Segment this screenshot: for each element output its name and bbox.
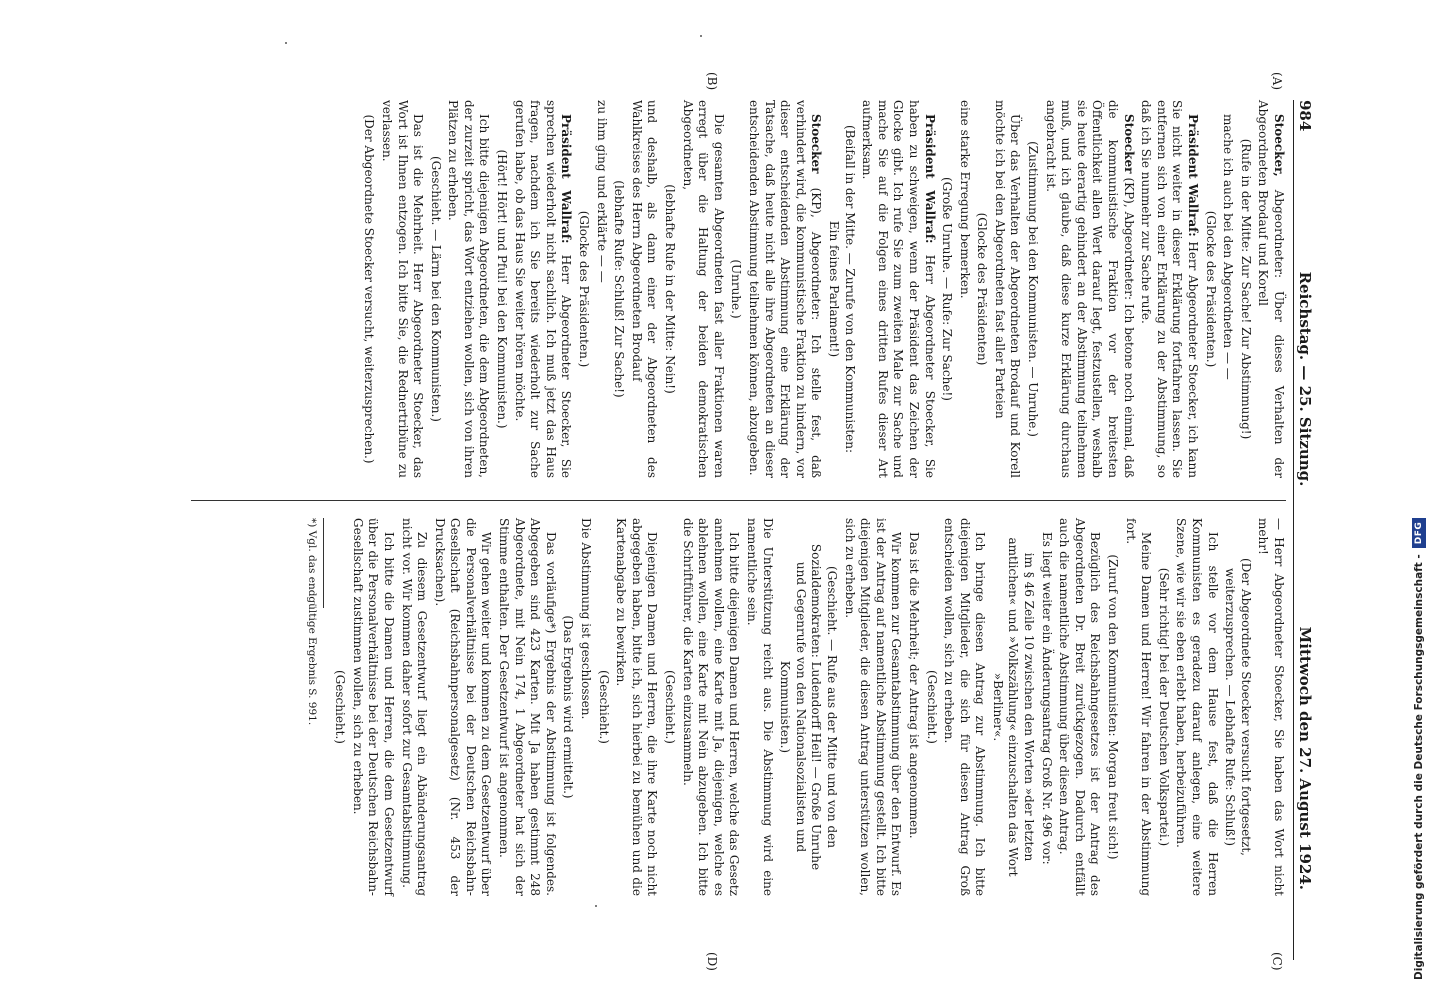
paragraph xyxy=(398,518,429,896)
paragraph xyxy=(1220,100,1236,478)
speaker-role: (KP), Abgeordneter: xyxy=(809,187,824,321)
scan-speck xyxy=(285,42,287,44)
paragraph xyxy=(628,100,659,478)
interjection: (Geschieht.) xyxy=(663,670,678,744)
paragraph xyxy=(445,100,492,478)
right-column xyxy=(303,518,1286,896)
paragraph-text: Ich bringe diesen Antrag zur Abstimmung. Ich bitte diejenigen Mitglieder, die sich für diesen Antrag Groß entscheiden wollen, sich zu erheben. xyxy=(942,518,988,896)
interjection: (Geschieht.) xyxy=(596,670,611,744)
interjection: (Glocke des Präsidenten) xyxy=(975,212,990,366)
speaker-name: Präsident Wallraf: xyxy=(559,114,574,244)
speaker-name: Stoecker xyxy=(1121,114,1136,174)
paragraph xyxy=(841,518,903,896)
paragraph-text: Das ist die Mehrheit; der Antrag ist angenommen. xyxy=(906,532,921,839)
paragraph-text: Ich betone noch einmal, daß die kommunistische Fraktion vor der breitesten Öffentlichkeit allen Wert darauf legt, festzustellen, weshalb sie heute derartig gehindert an der Abstimmung teilnehmen muß, und ich glaube, daß diese kurze Erklärung durchaus angebracht ist. xyxy=(1043,100,1136,478)
dfg-logo: DFG xyxy=(1412,518,1426,549)
footnote: *) Vgl. das endgültige Ergebnis S. 991. xyxy=(305,518,318,726)
interjection: (Große Unruhe. — Rufe: Zur Sache!) xyxy=(940,177,955,401)
paragraph-text: Wir gehen weiter und kommen zu dem Gesetzentwurf über die Personalverhältnisse bei der Deutschen Reichsbahn-Gesellschaft (Reichsbahnpersonalgesetz) (Nr. 453 der Drucksachen). xyxy=(432,518,494,896)
page-header xyxy=(1296,100,1322,890)
margin-marker-a: (A) xyxy=(1270,72,1284,91)
speech-paragraph xyxy=(1138,100,1200,478)
interjection: (Geschieht.) xyxy=(333,670,348,744)
paragraph xyxy=(743,518,774,896)
margin-marker-b: (B) xyxy=(705,72,719,91)
paragraph-text: Ich stelle vor dem Hause fest, daß die Herren Kommunisten es geradezu darauf anlegen, eine weitere Szene, wie wir sie eben erlebt haben, herbeizuführen. xyxy=(1174,518,1220,896)
paragraph-text: Herr Abgeordneter Stoecker, ich kann Sie nicht weiter in dieser Erklärung fortfahren lassen. Sie entfernen sich von einer Erklärung zu der Abstimmung, so daß ich Sie nunmehr zur Sache rufe. xyxy=(1139,100,1201,478)
scan-speck xyxy=(700,35,702,37)
interjection: (Glocke des Präsidenten.) xyxy=(1203,210,1218,368)
speaker-role: (KP), Abgeordneter: xyxy=(1121,177,1136,300)
speech-paragraph xyxy=(1255,100,1286,478)
paragraph-text: Über dieses Verhalten der Abgeordneten Brodauf und Korell xyxy=(1256,100,1286,478)
paragraph-text: Meine Damen und Herren! Wir fahren in der Abstimmung fort. xyxy=(1123,518,1154,896)
paragraph-text: Ich bitte diejenigen Abgeordneten, die dem Abgeordneten, der zurzeit spricht, das Wort entziehen wollen, sich von ihren Plätzen zu erheben. xyxy=(446,100,492,478)
paragraph-text: — Herr Abgeordneter Stoecker, Sie haben das Wort nicht mehr! xyxy=(1256,518,1286,896)
interjection: (Der Abgeordnete Stoecker versucht fortgesetzt, weiterzusprechen. — Lebhafte Rufe: Schluß!) xyxy=(1223,558,1253,856)
paragraph-text: Die Unterstützung reicht aus. Die Abstimmung wird eine namentliche sein. xyxy=(745,518,775,896)
paragraph xyxy=(613,518,660,896)
paragraph xyxy=(593,100,609,478)
left-column xyxy=(359,100,1286,478)
paragraph xyxy=(956,100,972,478)
paragraph xyxy=(496,518,558,896)
speaker-name: Stoecker xyxy=(809,114,824,174)
paragraph xyxy=(679,100,726,478)
paragraph-text: Zu diesem Gesetzentwurf liegt ein Abänderungsantrag nicht vor. Wir kommen daher sofort zur Gesamtabstimmung. xyxy=(399,518,430,896)
margin-marker-c: (C) xyxy=(1270,952,1284,971)
interjection: (Hört! Hört! und Pfui! bei den Kommunisten.) xyxy=(495,149,510,429)
interjection: (Zustimmung bei den Kommunisten. — Unruhe.) xyxy=(1026,141,1041,437)
paragraph-text: eine starke Erregung bemerken. xyxy=(957,100,972,299)
interjection: (Geschieht.) xyxy=(924,670,939,744)
speaker-name: Präsident Wallraf: xyxy=(922,114,937,244)
speaker-name: Stoecker, xyxy=(1272,114,1286,177)
margin-marker-d: (D) xyxy=(705,952,719,971)
paragraph-text: Ich stelle fest, daß verhindert wird, die kommunistische Fraktion zu hindern, vor dieser entscheidenden Abstimmung eine Erklärung der Tatsache, daß heute nicht alle ihre Abgeordneten an dieser entscheidenden Abstimmung teilnehmen können, abzugeben. xyxy=(747,100,824,478)
speech-paragraph xyxy=(859,100,937,478)
interjection: (Rufe in der Mitte: Zur Sache! Zur Abstimmung!) xyxy=(1238,138,1253,440)
paragraph xyxy=(1122,518,1153,896)
paragraph-text: Das vorläufige*) Ergebnis der Abstimmung ist folgendes. Abgegeben sind 423 Karten. Mit Ja haben gestimmt 248 Abgeordnete, mit Nein 174, 1 Abgeordneter hat sich der Stimme enthalten. Der Gesetzentwurf ist angenommen. xyxy=(497,518,558,896)
interjection: (Unruhe.) xyxy=(729,259,744,319)
interjection: (lebhafte Rufe in der Mitte: Nein!) xyxy=(663,184,678,394)
interjection: (lebhafte Rufe: Schluß! Zur Sache!) xyxy=(612,180,627,398)
interjection: (Der Abgeordnete Stoecker versucht, weiterzusprechen.) xyxy=(362,114,377,464)
paragraph-text: mache ich auch bei den Abgeordneten — — xyxy=(1221,114,1236,380)
paragraph-text: Bezüglich des Reichsbahngesetzes ist der Antrag des Abgeordneten Dr. Breit zurückgezogen. Dadurch entfällt auch die namentliche Abstimmung über diesen Antrag. xyxy=(1057,518,1103,896)
speaker-role: Abgeordneter: xyxy=(1272,189,1286,279)
scan-speck xyxy=(595,905,597,907)
interjection: (Zuruf von den Kommunisten: Morgan freut sich!) xyxy=(1106,554,1121,860)
interjection: (Geschieht. — Rufe aus der Mitte und von den Sozialdemokraten: Ludendorff Heil! — Große Unruhe und Gegenrufe von den Nationalsozialisten und Kommunisten.) xyxy=(778,543,839,871)
paragraph xyxy=(1038,518,1054,896)
paragraph-text: Ich bitte diejenigen Damen und Herren, welche das Gesetz annehmen wollen, eine Karte mit Ja, diejenigen, welche es ablehnen wollen, eine Karte mit Nein abzugeben. Ich bitte die Schriftführer, die Karten einzusammeln. xyxy=(680,518,742,896)
paragraph xyxy=(905,518,921,896)
interjection: (Geschieht. — Lärm bei den Kommunisten.) xyxy=(428,156,443,422)
paragraph xyxy=(679,518,741,896)
paragraph xyxy=(991,100,1022,478)
paragraph-text: Das ist die Mehrheit. Herr Abgeordneter Stoecker, das Wort ist Ihnen entzogen. Ich bitte Sie, die Rednertribüne zu verlassen. xyxy=(379,100,426,478)
header-rule xyxy=(1293,100,1294,960)
digitization-credit-text: Digitalisierung gefördert durch die Deutsche Forschungsgemeinschaft - xyxy=(1413,554,1425,980)
paragraph-text: Ich bitte die Damen und Herren, die dem Gesetzentwurf über die Personalverhältnisse bei der Deutschen Reichsbahn-Gesellschaft zustimmen wollen, sich zu erheben. xyxy=(350,518,396,896)
interjection: (Das Ergebnis wird ermittelt.) xyxy=(561,615,576,799)
paragraph xyxy=(378,100,425,478)
speech-paragraph xyxy=(1042,100,1136,478)
speech-paragraph xyxy=(745,100,823,478)
paragraph xyxy=(349,518,396,896)
paragraph xyxy=(1173,518,1220,896)
column-divider xyxy=(191,500,1286,501)
interjection: (Glocke des Präsidenten.) xyxy=(577,210,592,368)
paragraph xyxy=(1255,518,1286,896)
paragraph xyxy=(431,518,493,896)
paragraph-text: Wir kommen zur Gesamtabstimmung über den Entwurf. Es ist der Antrag auf namentliche Abstimmung gestellt. Ich bitte diejenigen Mitglieder, die diesen Antrag unterstützen wollen, sich zu erheben. xyxy=(842,518,904,896)
paragraph-text: Es liegt weiter ein Änderungsantrag Groß Nr. 496 vor: xyxy=(1039,532,1054,865)
paragraph-text: zu ihm ging und erklärte — — xyxy=(594,100,609,283)
header-date: Mittwoch den 27. August 1924. xyxy=(1296,626,1314,890)
quoted-amendment: im § 46 Zeile 10 zwischen den Worten »der letzten amtlichen« und »Volkszählung« einzuschalten das Wort »Berliner«. xyxy=(990,537,1037,877)
paragraph-text: Die Abstimmung ist geschlossen. xyxy=(579,518,594,720)
paragraph xyxy=(1056,518,1103,896)
footnote-rule xyxy=(323,518,324,608)
interjection: (Sehr richtig! bei der Deutschen Volkspartei.) xyxy=(1156,567,1171,847)
paragraph-text: Herr Abgeordneter Stoecker, Sie sprechen wiederholt nicht sachlich. Ich muß jetzt das Haus fragen, nachdem ich Sie bereits wiederholt zur Sache gerufen habe, ob das Haus Sie weiter hören möchte. xyxy=(512,100,574,478)
speech-paragraph xyxy=(511,100,573,478)
speaker-name: Präsident Wallraf: xyxy=(1186,114,1201,237)
interjection: (Beifall in der Mitte. — Zurufe von den Kommunisten: Ein feines Parlament!) xyxy=(826,124,857,454)
paragraph xyxy=(941,518,988,896)
page-number: 984 xyxy=(1296,100,1314,132)
paragraph-text: und deshalb, als dann einer der Abgeordneten des Wahlkreises des Herrn Abgeordneten Brodauf xyxy=(629,100,660,478)
paragraph-text: Herr Abgeordneter Stoecker, Sie haben zu schweigen, wenn der Präsident das Zeichen der Glocke gibt. Ich rufe Sie zum zweiten Male zur Sache und mache Sie auf die Folgen eines dritten Rufes dieser Art aufmerksam. xyxy=(860,100,937,478)
paragraph xyxy=(577,518,593,896)
header-session: Reichstag. — 25. Sitzung. xyxy=(1296,271,1314,487)
paragraph-text: Diejenigen Damen und Herren, die ihre Karte noch nicht abgegeben haben, bitte ich, sich hierbei zu bemühen und die Kartenabgabe zu bewirken. xyxy=(614,518,660,896)
paragraph-text: Die gesamten Abgeordneten fast aller Fraktionen waren erregt über die Haltung der beiden demokratischen Abgeordneten, xyxy=(680,100,726,478)
paragraph-text: Über das Verhalten der Abgeordneten Brodauf und Korell möchte ich bei den Abgeordneten fast aller Parteien xyxy=(992,100,1023,478)
